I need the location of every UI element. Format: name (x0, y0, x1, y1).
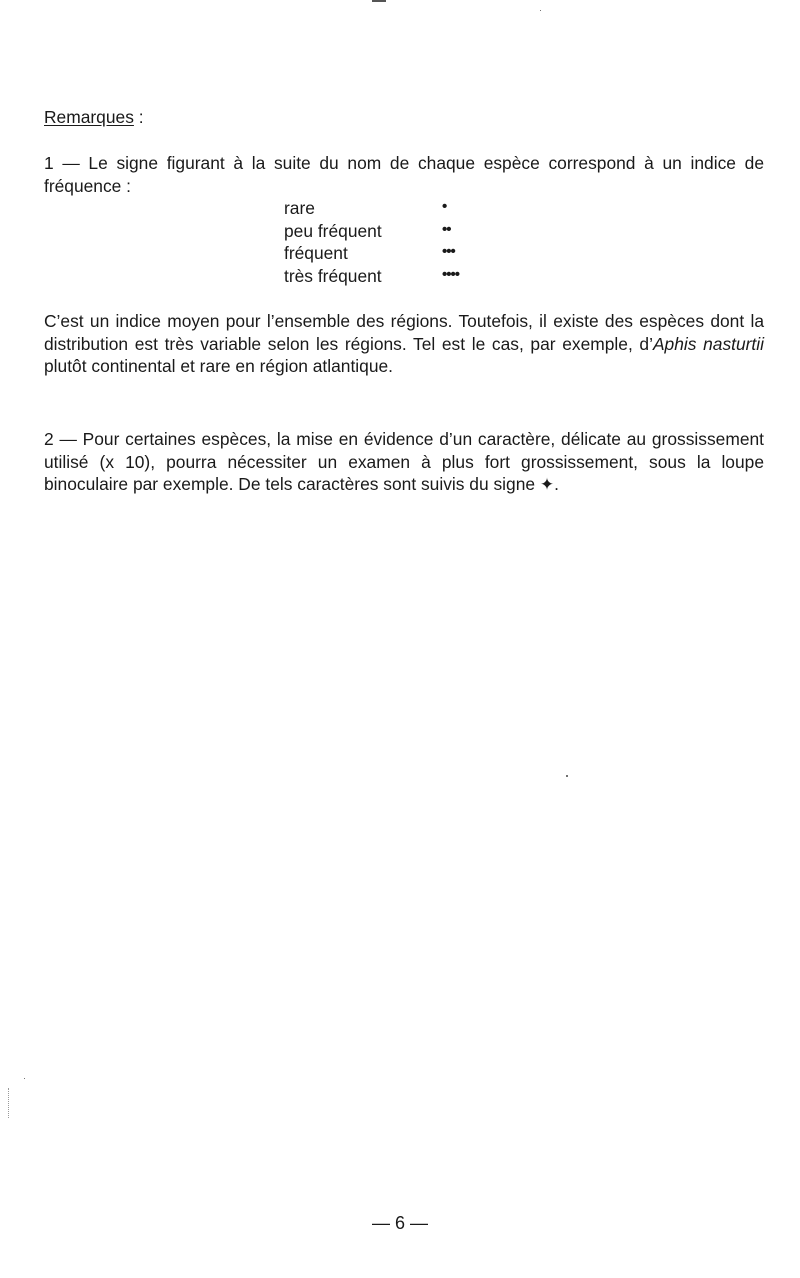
note-2-end: . (554, 474, 559, 495)
remarks-heading-label: Remarques (44, 107, 134, 127)
page-number: — 6 — (371, 1213, 428, 1233)
note-1-paragraph: 1 — Le signe figurant à la suite du nom de chaque espèce correspond à un indice de fréquence : (44, 153, 764, 196)
remarks-heading (44, 106, 144, 129)
frequency-dots-icon: • (442, 198, 447, 215)
four-point-star-icon: ✦ (539, 475, 555, 495)
scan-speck (540, 10, 541, 11)
note-1-explanation-paragraph (44, 310, 764, 378)
legend-label: fréquent (284, 243, 348, 264)
scan-speck (24, 1078, 25, 1079)
legend-label: rare (284, 198, 315, 218)
scan-speck (566, 775, 568, 777)
legend-label: peu fréquent (284, 220, 382, 241)
frequency-dots-icon: •• (442, 220, 451, 238)
note-2-text: 2 — Pour certaines espèces, la mise en évidence d’un caractère, délicate au grossissement utilisé (x 10), pourra nécessiter un examen à plus fort grossissement, sous la loupe binoculaire par exemple. De tels caractères sont suivis du signe (44, 429, 764, 495)
note-2-paragraph (44, 428, 764, 497)
legend-label: très fréquent (284, 265, 382, 286)
remarks-heading-colon: : (133, 107, 144, 127)
explanation-text: C’est un indice moyen pour l’ensemble des régions. Toutefois, il existe des espèces dont la distribution est très variable selon les régions. Tel est le cas, par exemple, d’ (44, 311, 764, 354)
frequency-dots-icon: ••• (442, 243, 455, 261)
explanation-text-end: plutôt continental et rare en région atlantique. (44, 356, 394, 377)
species-name: Aphis nasturtii (652, 333, 764, 354)
frequency-dots-icon: •••• (442, 265, 460, 283)
scan-margin-marks (8, 1088, 10, 1118)
scan-mark (372, 0, 386, 2)
